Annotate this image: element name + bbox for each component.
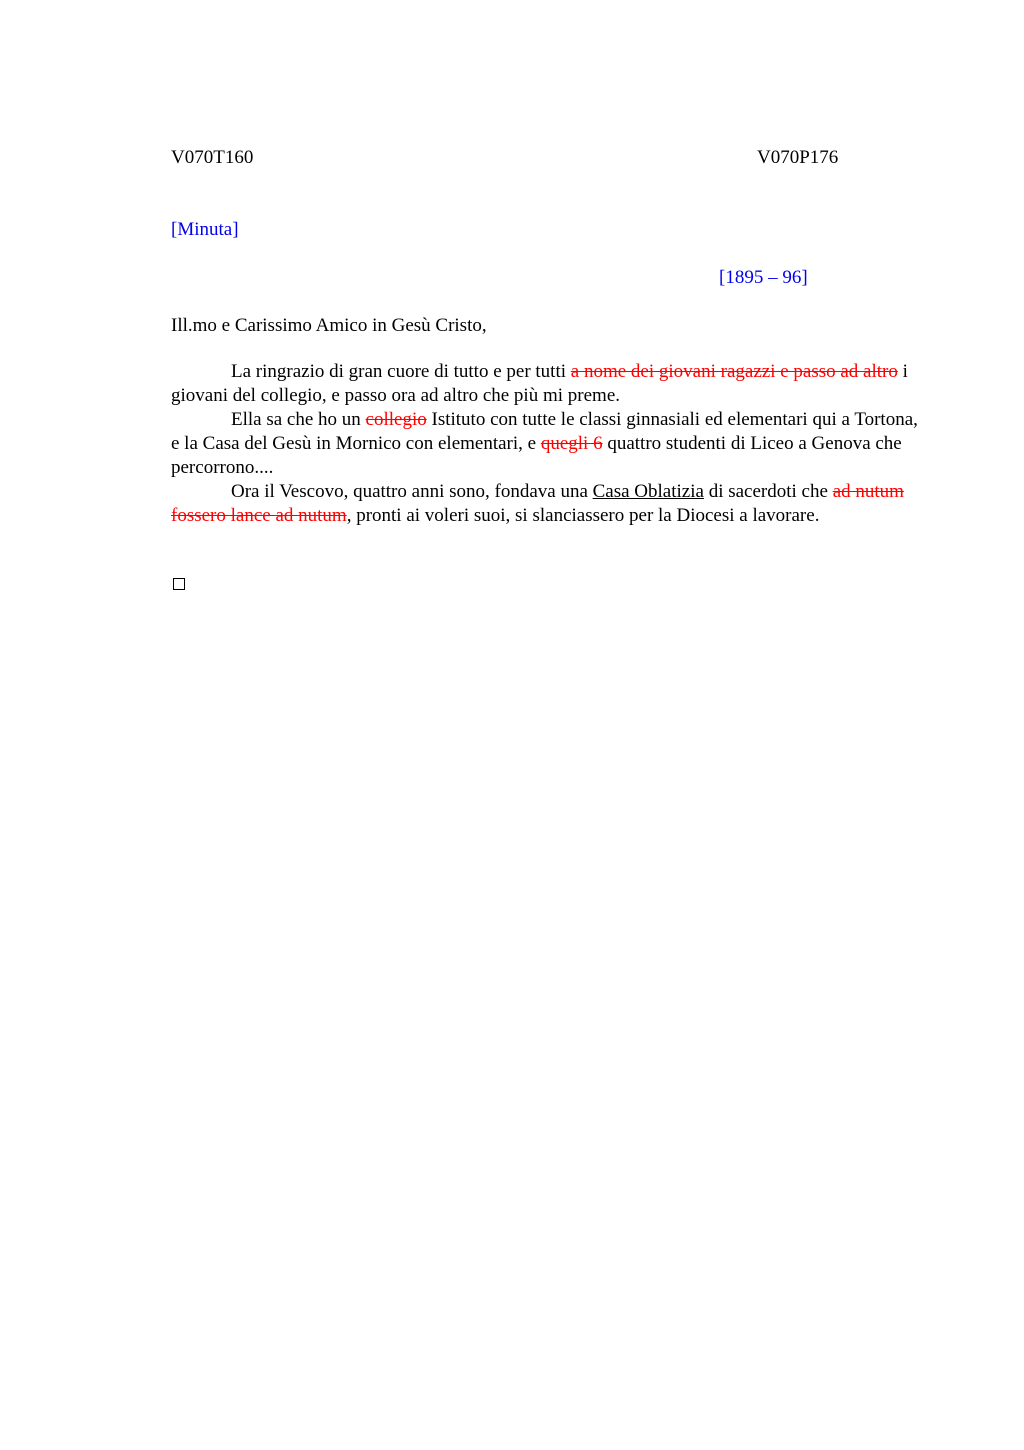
paragraph-1: La ringrazio di gran cuore di tutto e per tutti a nome dei giovani ragazzi e passo ad altro i giovani del collegio, e passo ora ad altro che più mi preme. bbox=[171, 361, 908, 406]
deleted-text: ad nutum fossero lance ad nutum bbox=[171, 481, 904, 526]
deleted-text: collegio bbox=[365, 409, 427, 430]
deleted-text: quegli 6 bbox=[540, 433, 603, 454]
deleted-text: a nome dei giovani ragazzi e passo ad altro bbox=[570, 361, 898, 382]
underlined-text: Casa Oblatizia bbox=[592, 481, 704, 502]
empty-square-icon bbox=[173, 578, 185, 590]
document-code-right: V070P176 bbox=[757, 147, 839, 168]
letter-body bbox=[171, 360, 931, 528]
salutation: Ill.mo e Carissimo Amico in Gesù Cristo, bbox=[171, 315, 487, 336]
paragraph-3: Ora il Vescovo, quattro anni sono, fondava una Casa Oblatizia di sacerdoti che ad nutum fossero lance ad nutum, pronti ai voleri suoi, si slanciassero per la Diocesi a lavorare. bbox=[171, 481, 904, 526]
editorial-note: [Minuta] bbox=[171, 219, 239, 240]
paragraph-2: Ella sa che ho un collegio Istituto con tutte le classi ginnasiali ed elementari qui a Tortona, e la Casa del Gesù in Mornico con elementari, e quegli 6 quattro studenti di Liceo a Genova che percorrono.... bbox=[171, 409, 918, 478]
letter-date: [1895 – 96] bbox=[719, 267, 808, 288]
document-code-left: V070T160 bbox=[171, 147, 254, 168]
